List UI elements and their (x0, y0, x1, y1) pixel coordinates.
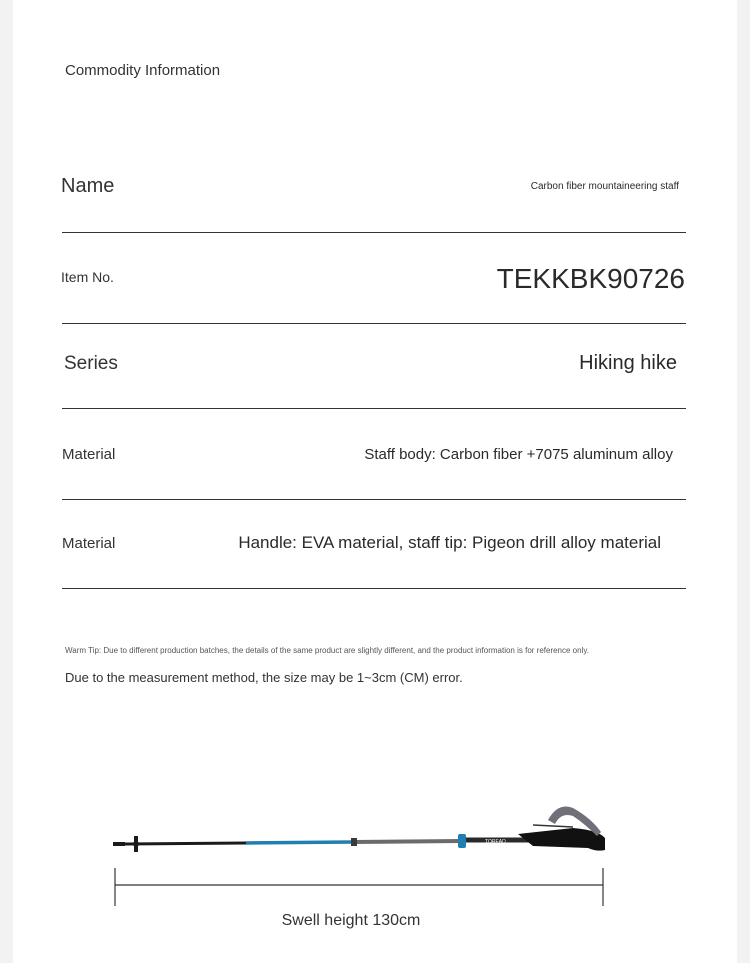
row-divider (62, 499, 686, 500)
row-value-item-no: TEKKBK90726 (496, 263, 685, 294)
row-divider (62, 323, 686, 324)
product-info-sheet (13, 0, 737, 963)
shaft-lower-section (125, 843, 246, 844)
row-value-series: Hiking hike (579, 352, 677, 374)
row-value-material-body: Staff body: Carbon fiber +7075 aluminum alloy (364, 446, 673, 463)
shaft-middle-section (246, 842, 353, 843)
row-divider (62, 588, 686, 589)
row-label-name: Name (61, 175, 115, 197)
section-title: Commodity Information (65, 62, 221, 79)
row-divider (62, 408, 686, 409)
row-label-series: Series (64, 353, 118, 374)
trekking-pole-image (13, 780, 689, 920)
row-divider (62, 232, 686, 233)
brand-text: TOREAD (485, 839, 506, 845)
shaft-upper-section (353, 841, 461, 842)
row-label-item-no: Item No. (61, 269, 114, 285)
pole-handle (518, 828, 605, 851)
row-value-material-handle: Handle: EVA material, staff tip: Pigeon drill alloy material (238, 533, 661, 552)
measurement-note: Due to the measurement method, the size may be 1~3cm (CM) error. (65, 670, 463, 685)
warm-tip-text: Warm Tip: Due to different production batches, the details of the same product are slightly different, and the product information is for reference only. (65, 646, 589, 655)
row-label-material-handle: Material (62, 535, 116, 552)
dimension-label: Swell height 130cm (281, 912, 421, 929)
flick-lock (458, 834, 466, 848)
row-value-name: Carbon fiber mountaineering staff (530, 181, 679, 192)
row-label-material-body: Material (62, 446, 116, 463)
